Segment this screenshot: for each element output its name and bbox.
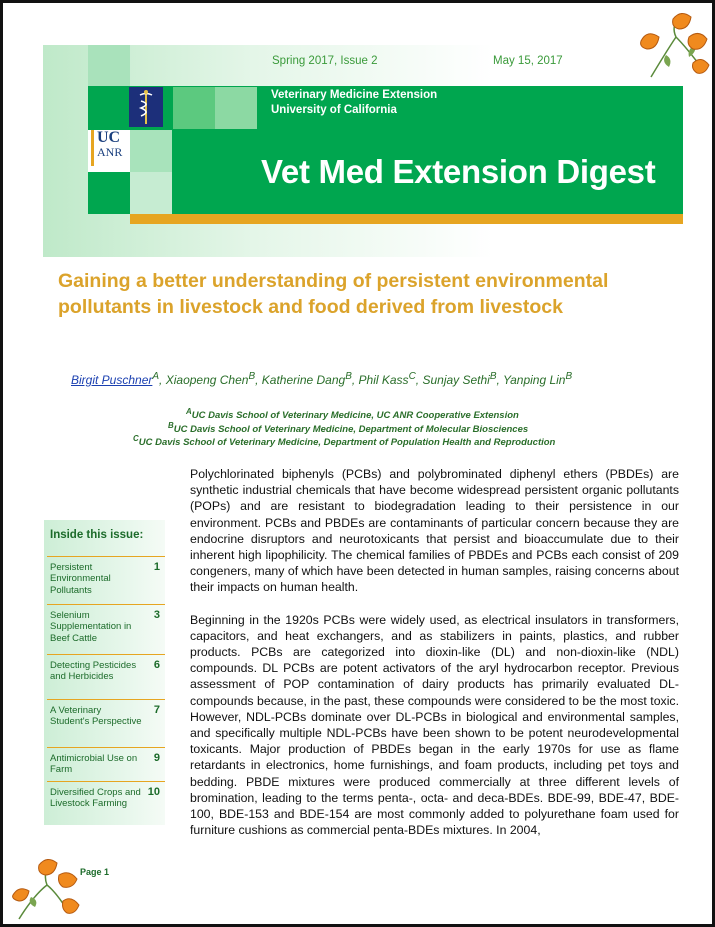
author-superscript: B — [565, 371, 573, 382]
toc-item-label: Persistent Environmental Pollutants — [50, 562, 111, 596]
author-link[interactable]: Birgit Puschner — [71, 373, 153, 387]
body-paragraph: Beginning in the 1920s PCBs were widely used, as electrical insulators in transformers, capacitors, and heat exchangers, and as stabilizers in paints, plastics, and rubber products. PCBs are categorized into dioxin-like (DL) and non-dioxin-like (NDL) compounds. DL PCBs are potent activators of the aryl hydrocarbon receptor. Previous assessment of POP contamination of dairy products has primarily evaluated DL-compounds because, in the past, these compounds were considered to be the most toxic. However, NDL-PCBs dominate over DL-PCBs in biological and environmental samples, and specifically multiple NDL-PCBs have been shown to be potent neurodevelopmental toxicants. Major production of PBDEs began in the early 1970s for use as flame retardants in electronics, home furnishings, and foam products, including pet toys and bedding. PBDE mixtures were produced commercially at three different levels of bromination, leading to the terms penta-, octa- and deca-BDEs. BDE-99, BDE-47, BDE-100, BDE-153 and BDE-154 are most commonly added to polyurethane foam used for furniture cushions as commercial penta-BDEs mixtures. In 2004, — [190, 612, 679, 838]
affiliation-superscript: B — [168, 421, 174, 430]
issue-date: May 15, 2017 — [493, 55, 563, 67]
toc-item[interactable] — [47, 604, 165, 654]
toc-item-label: Selenium Supplementation in Beef Cattle — [50, 610, 132, 644]
affiliation-c — [133, 434, 555, 448]
toc-item[interactable] — [47, 654, 165, 699]
body-paragraph: Polychlorinated biphenyls (PCBs) and polybrominated diphenyl ethers (PBDEs) are synthetic industrial chemicals that have become widespread persistent organic pollutants (POPs) and are resistant to biodegradation leading to their persistence in our environment. PCBs and PBDEs are contaminants of particular concern because they are endocrine disruptors and neurotoxicants that persist and bioaccumulate due to their inherent high lipophilicity. The chemical families of PBDEs and PCBs each consist of 209 congeners, many of which have been detected in human samples, raising concerns about their impacts on human health. — [190, 467, 679, 595]
affiliation-superscript: C — [133, 434, 139, 443]
caduceus-logo — [129, 87, 163, 127]
article-body — [190, 466, 679, 854]
author-list: Birgit Puschner$^A$, Xiaopeng Chen$^B$, Katherine Dang$^B$, Phil Kass$^C$, Sunjay Sethi$^B$, Yanping Lin$^B$ — [71, 371, 573, 387]
header-square — [173, 87, 215, 129]
affiliation-text: UC Davis School of Veterinary Medicine, UC ANR Cooperative Extension — [191, 410, 519, 422]
toc-item-page: 6 — [153, 659, 160, 671]
toc-item-page: 10 — [147, 786, 160, 798]
page-number: Page 1 — [80, 867, 110, 877]
author-name: Phil Kass — [358, 373, 409, 387]
author-name: Yanping Lin — [502, 373, 566, 387]
header-square — [130, 172, 172, 214]
poppy-flower-icon — [631, 7, 715, 90]
toc-item-page: 3 — [153, 609, 160, 621]
org-name-line2: University of California — [271, 104, 397, 116]
toc-item-label: A Veterinary Student's Perspective — [50, 705, 142, 728]
poppy-flower-icon — [9, 855, 89, 926]
author-superscript: B — [248, 371, 256, 382]
author-superscript: B — [345, 371, 352, 382]
article-title: Gaining a better understanding of persistent environmental pollutants in livestock and food derived from livestock — [58, 270, 609, 318]
affiliation-text: UC Davis School of Veterinary Medicine, Department of Population Health and Reproduction — [138, 437, 556, 449]
toc-item[interactable] — [47, 781, 165, 829]
inside-this-issue-box — [44, 520, 165, 825]
author-name: Katherine Dang — [261, 373, 346, 387]
uc-anr-logo — [91, 130, 129, 170]
issue-label: Spring 2017, Issue 2 — [272, 55, 378, 67]
header-gold-bar — [130, 214, 683, 224]
toc-item[interactable] — [47, 556, 165, 604]
toc-item-label: Detecting Pesticides and Herbicides — [50, 660, 137, 683]
author-superscript: C — [408, 371, 416, 382]
affiliation-text: UC Davis School of Veterinary Medicine, Department of Molecular Biosciences — [173, 424, 529, 436]
toc-item[interactable] — [47, 699, 165, 747]
sidebar-heading: Inside this issue: — [50, 529, 144, 541]
affiliation-a — [186, 407, 519, 421]
uc-anr-logo-uc: UC — [97, 129, 121, 146]
header-square — [88, 45, 130, 87]
uc-anr-logo-anr: ANR — [97, 145, 123, 159]
affiliation-superscript: A — [186, 407, 192, 416]
toc-item-label: Diversified Crops and Livestock Farming — [50, 787, 141, 810]
author-name: Xiaopeng Chen — [165, 373, 249, 387]
toc-item-label: Antimicrobial Use on Farm — [50, 753, 138, 776]
toc-item-page: 7 — [153, 704, 160, 716]
author-name: Sunjay Sethi — [422, 373, 490, 387]
org-name-line1: Veterinary Medicine Extension — [271, 89, 438, 101]
author-superscript: A — [152, 371, 160, 382]
digest-title: Vet Med Extension Digest — [261, 153, 656, 190]
author-superscript: B — [489, 371, 497, 382]
header-square — [215, 87, 257, 129]
toc-item[interactable] — [47, 747, 165, 781]
header-square — [130, 130, 172, 172]
uc-anr-logo-accent — [91, 130, 94, 166]
toc-item-page: 1 — [153, 561, 160, 573]
toc-item-page: 9 — [153, 752, 160, 764]
